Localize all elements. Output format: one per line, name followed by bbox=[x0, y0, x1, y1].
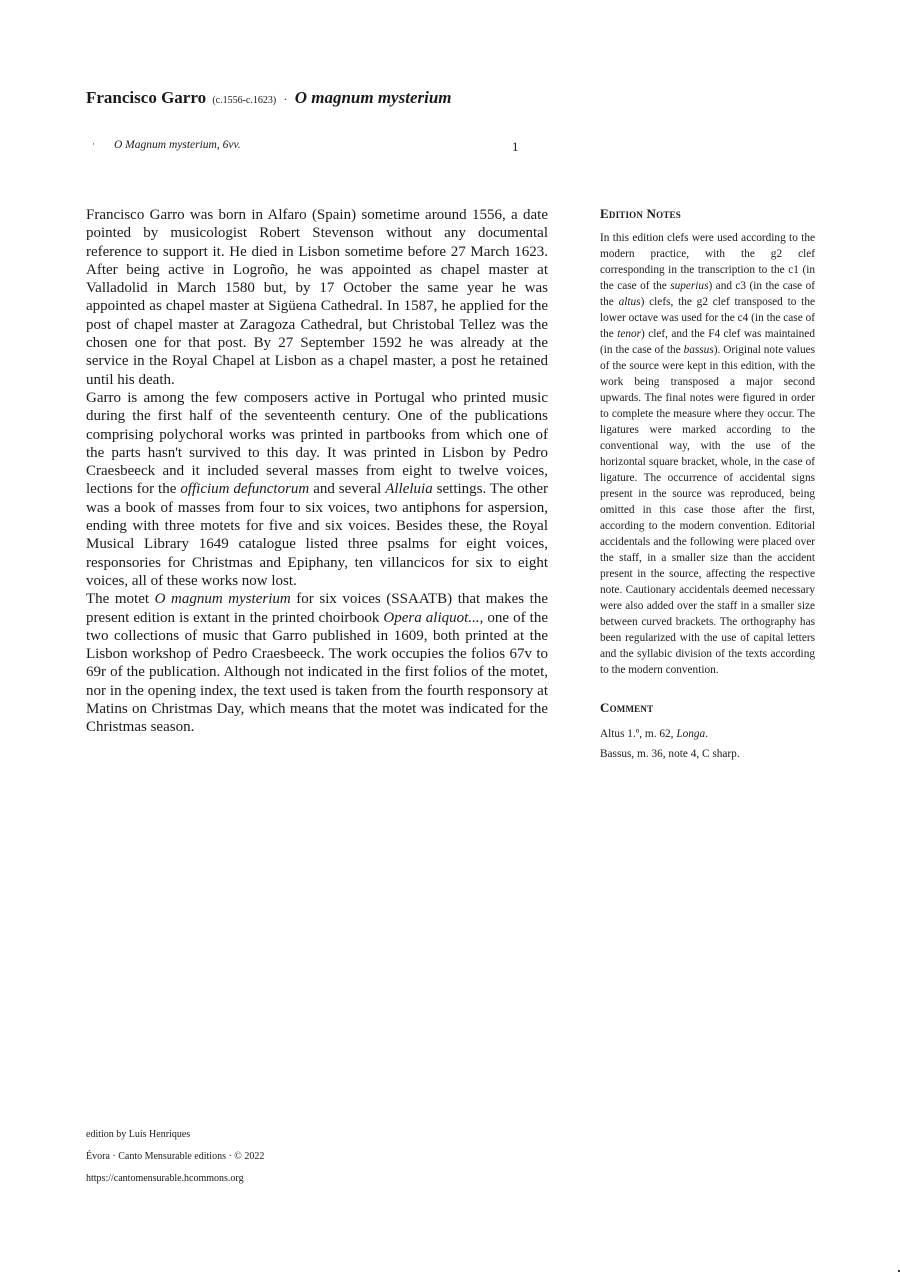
edition-notes-heading: Edition Notes bbox=[600, 206, 681, 221]
page-footer bbox=[86, 1124, 264, 1190]
composer-dates: (c.1556-c.1623) bbox=[212, 95, 277, 106]
paragraph-motet: The motet O magnum mysterium for six voices (SSAATB) that makes the present edition is extant in the printed choirbook Opera aliquot..., one of the two collections of music that Garro published in 1609, both printed at the Lisbon workshop of Pedro Craesbeeck. The work occupies the folios 67v to 69r of the publication. Although not indicated in the first folios of the motet, nor in the opening index, the text used is taken from the fourth responsory at Matins on Christmas Day, which means that the motet was indicated for the Christmas season. bbox=[86, 591, 548, 736]
footer-editor: edition by Luís Henriques bbox=[86, 1129, 191, 1140]
index-page-number: 1 bbox=[512, 139, 519, 154]
paragraph-biography: Francisco Garro was born in Alfaro (Spain) sometime around 1556, a date pointed by musicologist Robert Stevenson without any documental reference to support it. He died in Lisbon sometime before 27 March 1623. After being active in Logroño, he was appointed as chapel master at Valladolid in March 1580 but, by 17 October the same year he was appointed as chapel master at Sigüena Cathedral. In 1587, he applied for the post of chapel master at Zaragoza Cathedral, but Christobal Tellez was the chosen one for that post. By 27 September 1592 he was already at the service in the Royal Chapel at Lisbon as a chapel master, a post he retained until his death. bbox=[86, 207, 548, 388]
page-header bbox=[86, 88, 452, 108]
header-separator: · bbox=[283, 92, 288, 106]
comment-heading: Comment bbox=[600, 700, 654, 715]
comment-line-altus: Altus 1.º, m. 62, Longa. bbox=[600, 728, 709, 740]
comment-section bbox=[600, 700, 815, 764]
index-entry-title[interactable]: O Magnum mysterium, 6vv. bbox=[114, 139, 241, 151]
sidebar-notes bbox=[600, 206, 815, 764]
index-bullet: · bbox=[92, 139, 95, 149]
work-title: O magnum mysterium bbox=[294, 88, 452, 107]
footer-publisher: Évora · Canto Mensurable editions · © 2022 bbox=[86, 1151, 265, 1162]
comment-line-bassus: Bassus, m. 36, note 4, C sharp. bbox=[600, 748, 740, 760]
introduction-text bbox=[86, 206, 548, 737]
edition-notes-text: In this edition clefs were used according to the modern practice, with the g2 clef corresponding in the transcription to the c1 (in the case of the superius) and c3 (in the case of the altus) clefs, the g2 clef transposed to the lower octave was used for the c4 (in the case of the tenor) clef, and the F4 clef was maintained (in the case of the bassus). Original note values of the source were kept in this edition, with the work being transposed a major second upwards. The final notes were figured in order to complete the measure where they occur. The ligatures were marked according to the conventional way, with the use of the horizontal square bracket, whole, in the case of ligature. The occurrence of accidental signs present in the source was reproduced, being omitted in this case those after the first, according to the modern convention. Editorial accidentals and the following were placed over the staff, in a smaller size than the accident present in the source, affecting the respective note. Cautionary accidentals deemed necessary were also added over the staff in a smaller size between curved brackets. The orthography has been regularized with the use of capital letters and the syllabic division of the texts according to the modern convention. bbox=[600, 232, 816, 676]
paragraph-publications: Garro is among the few composers active in Portugal who printed music during the first half of the seventeenth century. One of the publications comprising polychoral works was printed in partbooks from which one of the parts hasn't survived to this day. It was printed in Lisbon by Pedro Craesbeeck and it included several masses from eight to twelve voices, lections for the officium defunctorum and several Alleluia settings. The other was a book of masses from four to six voices, two antiphons for aspersion, ending with three motets for five and six voices. Besides these, the Royal Musical Library 1649 catalogue listed three psalms for eight voices, responsories for Christmas and Epiphany, ten villancicos for six to eight voices, all of these works now lost. bbox=[86, 389, 548, 589]
composer-name: Francisco Garro bbox=[86, 88, 207, 107]
footer-url-link[interactable]: https://cantomensurable.hcommons.org bbox=[86, 1173, 244, 1184]
